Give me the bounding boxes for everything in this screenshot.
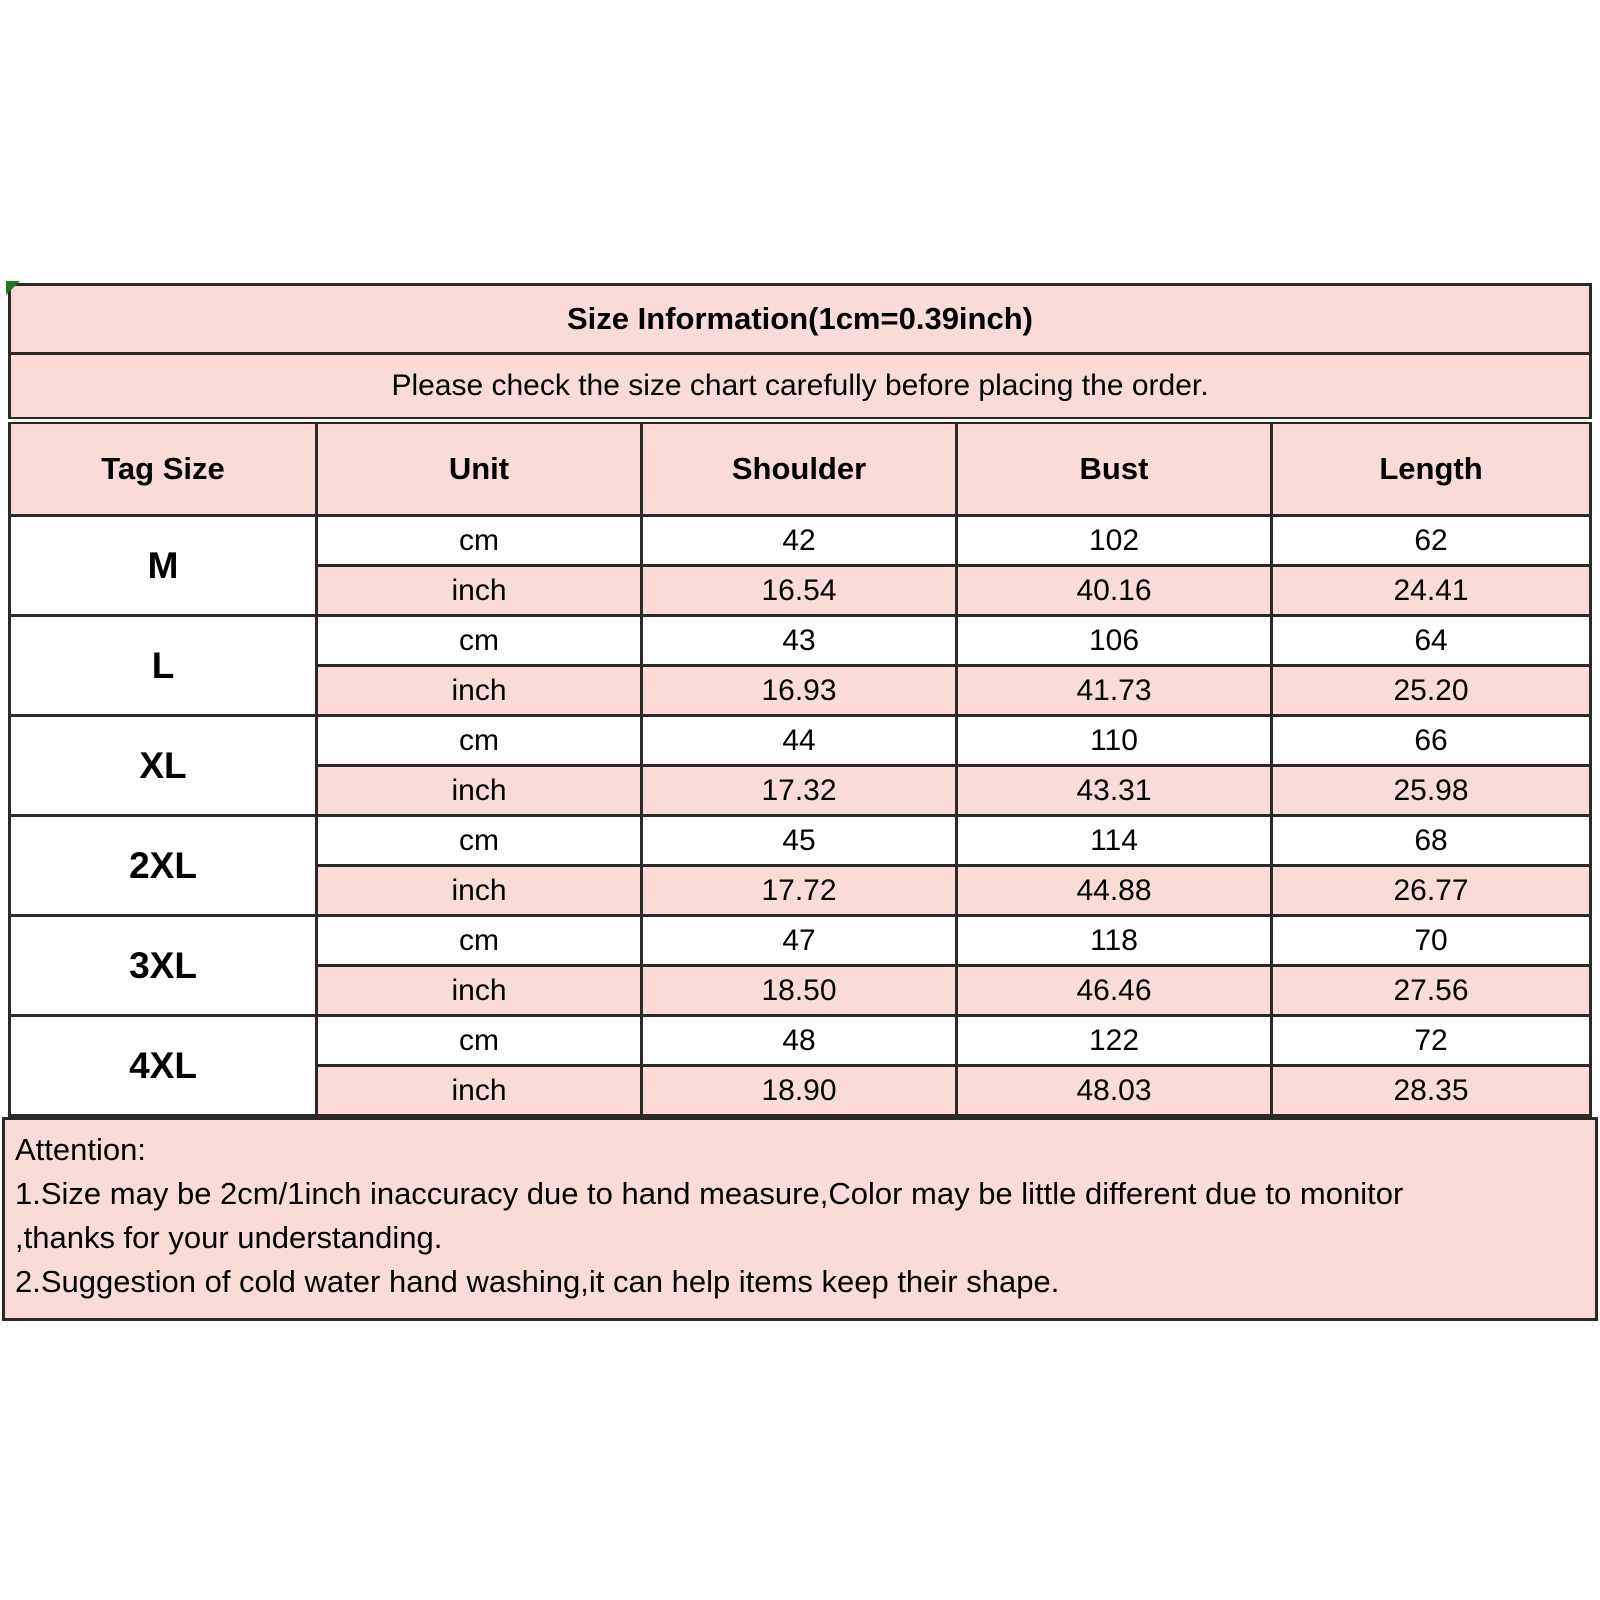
value-cell: 70 xyxy=(1272,916,1591,966)
tag-size-3xl: 3XL xyxy=(10,916,317,1016)
value-cell: 27.56 xyxy=(1272,966,1591,1016)
attention-heading: Attention: xyxy=(15,1132,146,1167)
value-cell: 25.98 xyxy=(1272,766,1591,816)
table-row-3xl-cm xyxy=(10,916,1591,966)
tag-size-2xl: 2XL xyxy=(10,816,317,916)
value-cell: 17.32 xyxy=(642,766,957,816)
value-cell: 47 xyxy=(642,916,957,966)
value-cell: 68 xyxy=(1272,816,1591,866)
value-cell: 48.03 xyxy=(957,1066,1272,1116)
table-header-row xyxy=(10,421,1591,516)
unit-label-cm: cm xyxy=(317,616,642,666)
value-cell: 17.72 xyxy=(642,866,957,916)
unit-label-inch: inch xyxy=(317,866,642,916)
table-row-xl-cm xyxy=(10,716,1591,766)
table-subtitle-row xyxy=(10,354,1591,421)
unit-label-cm: cm xyxy=(317,1016,642,1066)
unit-label-inch: inch xyxy=(317,566,642,616)
attention-line-1: 1.Size may be 2cm/1inch inaccuracy due to hand measure,Color may be little different due to monitor xyxy=(15,1176,1404,1211)
value-cell: 102 xyxy=(957,516,1272,566)
table-row-m-cm xyxy=(10,516,1591,566)
header-bust: Bust xyxy=(957,421,1272,516)
value-cell: 64 xyxy=(1272,616,1591,666)
tag-size-l: L xyxy=(10,616,317,716)
value-cell: 46.46 xyxy=(957,966,1272,1016)
value-cell: 62 xyxy=(1272,516,1591,566)
value-cell: 43.31 xyxy=(957,766,1272,816)
value-cell: 28.35 xyxy=(1272,1066,1591,1116)
value-cell: 42 xyxy=(642,516,957,566)
header-tag-size: Tag Size xyxy=(10,421,317,516)
value-cell: 122 xyxy=(957,1016,1272,1066)
value-cell: 16.93 xyxy=(642,666,957,716)
unit-label-cm: cm xyxy=(317,916,642,966)
value-cell: 114 xyxy=(957,816,1272,866)
value-cell: 66 xyxy=(1272,716,1591,766)
table-title: Size Information(1cm=0.39inch) xyxy=(10,285,1591,354)
spreadsheet-corner-marker-icon xyxy=(6,281,20,295)
value-cell: 26.77 xyxy=(1272,866,1591,916)
table-subtitle: Please check the size chart carefully before placing the order. xyxy=(10,354,1591,421)
header-shoulder: Shoulder xyxy=(642,421,957,516)
tag-size-xl: XL xyxy=(10,716,317,816)
unit-label-inch: inch xyxy=(317,966,642,1016)
header-unit: Unit xyxy=(317,421,642,516)
unit-label-cm: cm xyxy=(317,816,642,866)
value-cell: 25.20 xyxy=(1272,666,1591,716)
table-row-l-cm xyxy=(10,616,1591,666)
tag-size-4xl: 4XL xyxy=(10,1016,317,1116)
attention-note xyxy=(2,1117,1598,1321)
value-cell: 40.16 xyxy=(957,566,1272,616)
value-cell: 18.90 xyxy=(642,1066,957,1116)
unit-label-cm: cm xyxy=(317,716,642,766)
value-cell: 41.73 xyxy=(957,666,1272,716)
value-cell: 110 xyxy=(957,716,1272,766)
size-chart-content xyxy=(0,283,1600,1321)
unit-label-inch: inch xyxy=(317,766,642,816)
value-cell: 118 xyxy=(957,916,1272,966)
value-cell: 24.41 xyxy=(1272,566,1591,616)
table-title-row xyxy=(10,285,1591,354)
attention-line-2: ,thanks for your understanding. xyxy=(15,1220,443,1255)
unit-label-inch: inch xyxy=(317,1066,642,1116)
value-cell: 45 xyxy=(642,816,957,866)
unit-label-cm: cm xyxy=(317,516,642,566)
value-cell: 44.88 xyxy=(957,866,1272,916)
value-cell: 48 xyxy=(642,1016,957,1066)
value-cell: 18.50 xyxy=(642,966,957,1016)
attention-line-3: 2.Suggestion of cold water hand washing,it can help items keep their shape. xyxy=(15,1264,1060,1299)
header-length: Length xyxy=(1272,421,1591,516)
size-table xyxy=(8,283,1592,1117)
value-cell: 44 xyxy=(642,716,957,766)
tag-size-m: M xyxy=(10,516,317,616)
table-row-4xl-cm xyxy=(10,1016,1591,1066)
value-cell: 72 xyxy=(1272,1016,1591,1066)
value-cell: 43 xyxy=(642,616,957,666)
value-cell: 106 xyxy=(957,616,1272,666)
unit-label-inch: inch xyxy=(317,666,642,716)
table-row-2xl-cm xyxy=(10,816,1591,866)
value-cell: 16.54 xyxy=(642,566,957,616)
